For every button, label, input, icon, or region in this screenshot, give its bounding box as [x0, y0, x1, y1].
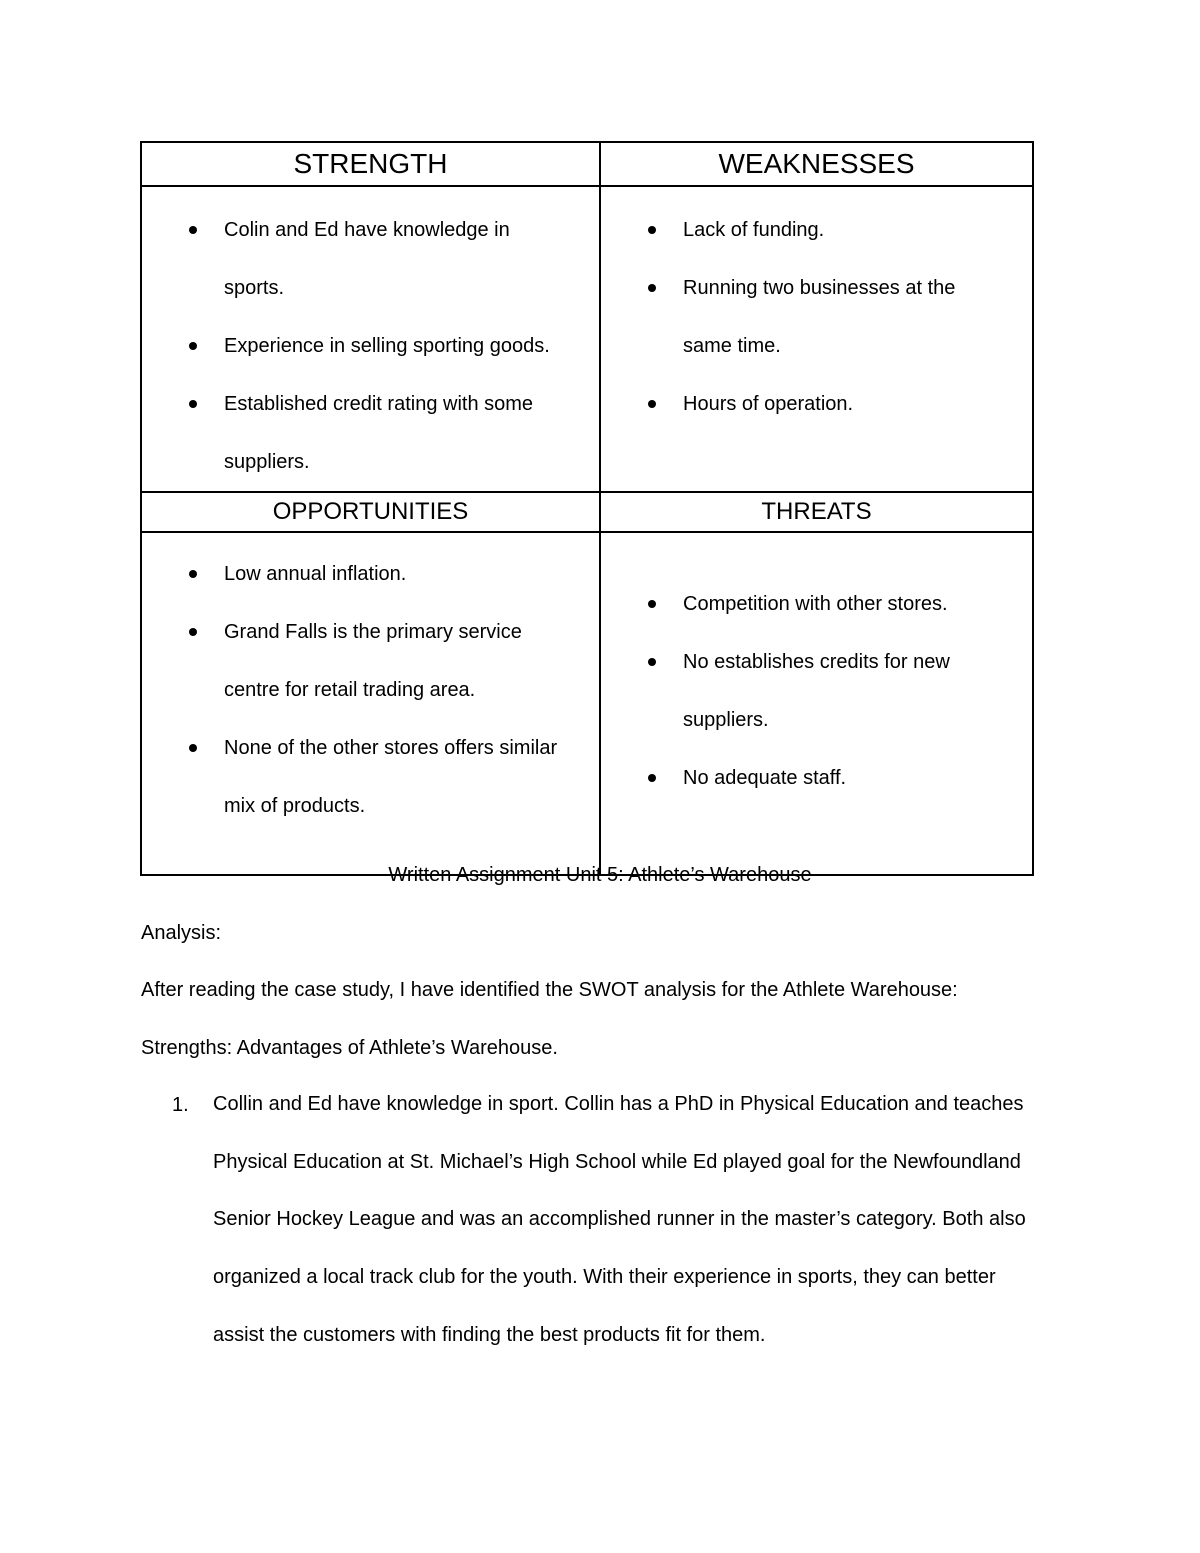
- weakness-item: Lack of funding.: [601, 201, 1032, 259]
- strength-item: Experience in selling sporting goods.: [142, 317, 599, 375]
- weaknesses-list: [601, 187, 1032, 433]
- swot-table: [140, 141, 1034, 876]
- opportunities-list: [142, 533, 599, 835]
- weakness-item: Running two businesses at the same time.: [601, 259, 993, 375]
- strength-cell: [141, 186, 600, 492]
- opportunity-item: Grand Falls is the primary service centre for retail trading area.: [142, 603, 564, 719]
- analysis-label: Analysis:: [141, 922, 222, 944]
- threats-cell: [600, 532, 1033, 875]
- numbered-point: [172, 1091, 1052, 1365]
- threat-item: No adequate staff.: [601, 749, 1032, 807]
- point-text: Collin and Ed have knowledge in sport. Collin has a PhD in Physical Education and teaches Physical Education at St. Michael’s High School while Ed played goal for the Newfoundland Senior Hockey League and was an accomplished runner in the master’s category. Both also organized a local track club for the youth. With their experience in sports, they can better assist the customers with finding the best products fit for them.: [213, 1093, 1026, 1346]
- strengths-heading: Strengths: Advantages of Athlete’s Warehouse.: [141, 1037, 558, 1059]
- threat-item: No establishes credits for new suppliers.: [601, 633, 993, 749]
- opportunity-item: None of the other stores offers similar mix of products.: [142, 719, 599, 835]
- strength-item: Established credit rating with some suppliers.: [142, 375, 579, 491]
- weakness-item: Hours of operation.: [601, 375, 1032, 433]
- point-number: 1.: [172, 1094, 189, 1116]
- opportunities-cell: [141, 532, 600, 875]
- threats-list: [601, 533, 1032, 807]
- threat-item: Competition with other stores.: [601, 575, 1032, 633]
- strength-list: [142, 187, 599, 491]
- opportunities-header: OPPORTUNITIES: [141, 492, 600, 532]
- opportunity-item: Low annual inflation.: [142, 545, 599, 603]
- intro-paragraph: After reading the case study, I have identified the SWOT analysis for the Athlete Warehouse:: [141, 979, 958, 1001]
- threats-header: THREATS: [600, 492, 1033, 532]
- strength-header: STRENGTH: [141, 142, 600, 186]
- strength-item: Colin and Ed have knowledge in sports.: [142, 201, 564, 317]
- weaknesses-cell: [600, 186, 1033, 492]
- document-title: Written Assignment Unit 5: Athlete’s Warehouse: [388, 864, 812, 886]
- weaknesses-header: WEAKNESSES: [600, 142, 1033, 186]
